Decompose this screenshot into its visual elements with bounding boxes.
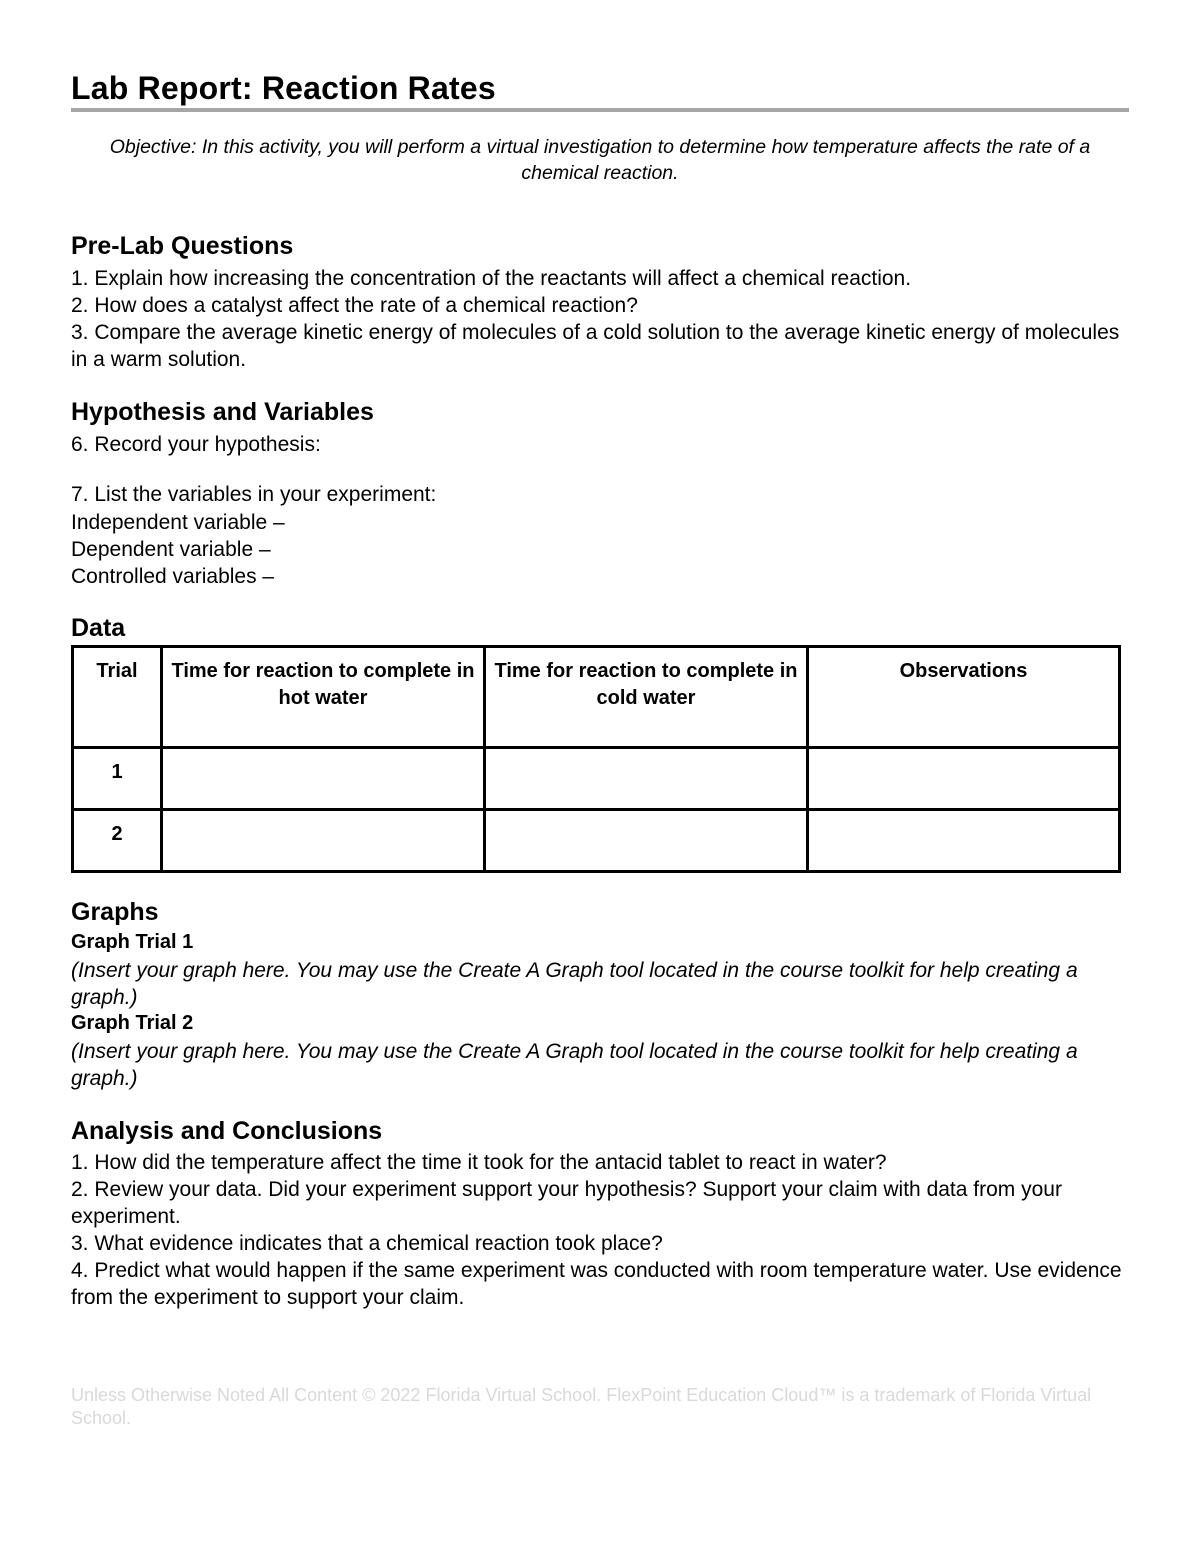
graph-trial-1-note: (Insert your graph here. You may use the Create A Graph tool located in the course toolkit for help creating a graph.) bbox=[71, 959, 1078, 1009]
objective-text: Objective: In this activity, you will perform a virtual investigation to determine how temperature affects the rate of a chemical reaction. bbox=[109, 136, 1091, 184]
graphs-heading: Graphs bbox=[71, 898, 159, 926]
graph-trial-2-note: (Insert your graph here. You may use the Create A Graph tool located in the course toolkit for help creating a graph.) bbox=[71, 1040, 1078, 1090]
data-table bbox=[71, 645, 1121, 873]
table-cell: 1 bbox=[73, 748, 162, 810]
hypothesis-heading: Hypothesis and Variables bbox=[71, 398, 374, 426]
title-divider bbox=[71, 108, 1129, 112]
table-cell[interactable] bbox=[485, 810, 808, 872]
analysis-question-1: 1. How did the temperature affect the time it took for the antacid tablet to react in water? bbox=[71, 1151, 887, 1174]
hypothesis-question-7: 7. List the variables in your experiment: bbox=[71, 483, 437, 506]
table-cell[interactable] bbox=[808, 748, 1120, 810]
data-heading: Data bbox=[71, 614, 126, 642]
prelab-heading: Pre-Lab Questions bbox=[71, 232, 294, 260]
table-header-cell: Observations bbox=[808, 647, 1120, 748]
table-header-cell: Trial bbox=[73, 647, 162, 748]
graph-trial-1-label: Graph Trial 1 bbox=[71, 931, 194, 953]
graph-trial-2-label: Graph Trial 2 bbox=[71, 1012, 194, 1034]
table-header-cell: Time for reaction to complete in hot water bbox=[162, 647, 485, 748]
table-cell[interactable] bbox=[485, 748, 808, 810]
controlled-variables-label: Controlled variables – bbox=[71, 565, 275, 588]
analysis-question-2: 2. Review your data. Did your experiment support your hypothesis? Support your claim with data from your experiment. bbox=[71, 1178, 1062, 1228]
hypothesis-question-6: 6. Record your hypothesis: bbox=[71, 433, 321, 456]
page-title: Lab Report: Reaction Rates bbox=[71, 70, 496, 106]
table-row bbox=[73, 810, 1120, 872]
analysis-heading: Analysis and Conclusions bbox=[71, 1117, 383, 1145]
analysis-question-3: 3. What evidence indicates that a chemical reaction took place? bbox=[71, 1232, 663, 1255]
table-cell[interactable] bbox=[808, 810, 1120, 872]
prelab-question-2: 2. How does a catalyst affect the rate of a chemical reaction? bbox=[71, 294, 638, 317]
dependent-variable-label: Dependent variable – bbox=[71, 538, 271, 561]
independent-variable-label: Independent variable – bbox=[71, 511, 285, 534]
table-cell[interactable] bbox=[162, 810, 485, 872]
prelab-question-3: 3. Compare the average kinetic energy of molecules of a cold solution to the average kinetic energy of molecules in a warm solution. bbox=[71, 321, 1120, 371]
table-cell: 2 bbox=[73, 810, 162, 872]
copyright-footer: Unless Otherwise Noted All Content © 2022 Florida Virtual School. FlexPoint Education Cloud™ is a trademark of Florida Virtual School. bbox=[71, 1385, 1092, 1428]
analysis-question-4: 4. Predict what would happen if the same experiment was conducted with room temperature water. Use evidence from the experiment to support your claim. bbox=[71, 1259, 1122, 1309]
table-row bbox=[73, 748, 1120, 810]
table-header-row bbox=[73, 647, 1120, 748]
table-cell[interactable] bbox=[162, 748, 485, 810]
table-header-cell: Time for reaction to complete in cold water bbox=[485, 647, 808, 748]
prelab-question-1: 1. Explain how increasing the concentration of the reactants will affect a chemical reaction. bbox=[71, 267, 912, 290]
